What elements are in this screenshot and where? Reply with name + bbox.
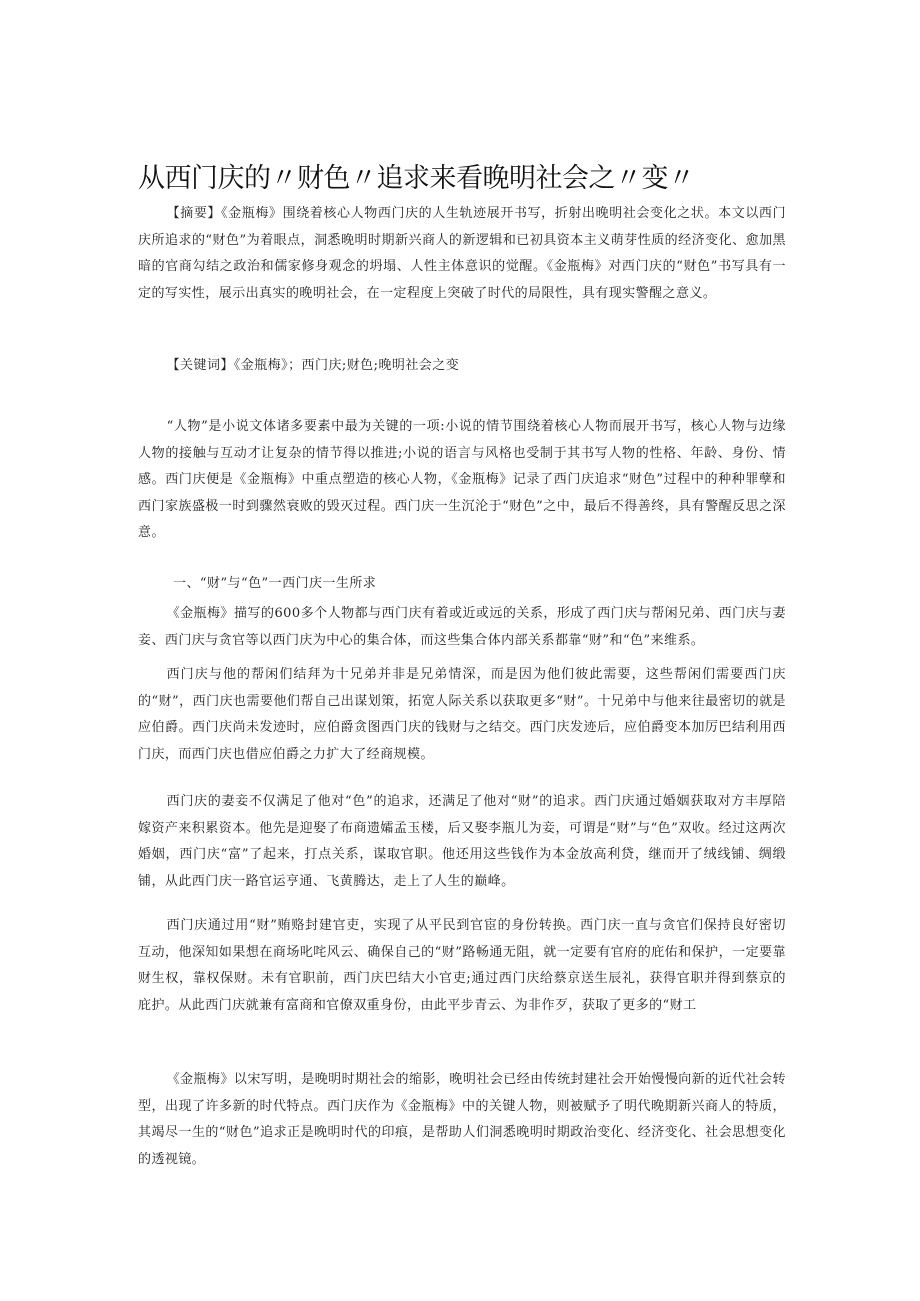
keywords-line: 【关键词】《金瓶梅》；西门庆;财色;晚明社会之变 (166, 358, 460, 373)
article-title: 从西门庆的〃财色〃追求来看晚明社会之〃变〃 (138, 163, 695, 195)
body-paragraph-4: 西门庆通过用“财”贿赂封建官吏，实现了从平民到官宦的身份转换。西门庆一直与贪官们保持良好密切互动，他深知如果想在商场叱咤风云、确保自己的“财”路畅通无阻，就一定要有官府的庇佑和保护，一定要靠财生权，靠权保财。未有官职前，西门庆巴结大小官吏;通过西门庆给蔡京送生辰礼，获得官职并得到蔡京的庇护。从此西门庆就兼有富商和官僚双重身份，由此平步青云、为非作歹，获取了更多的“财工 (138, 918, 786, 1013)
body-paragraph-1: 《金瓶梅》描写的600多个人物都与西门庆有着或近或远的关系，形成了西门庆与帮闲兄弟、西门庆与妻妾、西门庆与贪官等以西门庆为中心的集合体，而这些集合体内部关系都靠“财”和“色”来维系。 (138, 606, 786, 648)
section-heading: 一、“财”与“色”一西门庆一生所求 (173, 576, 377, 591)
body-paragraph-5: 《金瓶梅》以宋写明，是晚明时期社会的缩影，晚明社会已经由传统封建社会开始慢慢向新的近代社会转型，出现了许多新的时代特点。西门庆作为《金瓶梅》中的关键人物，则被赋予了明代晚期新兴商人的特质，其竭尽一生的“财色”追求正是晚明时代的印痕，是帮助人们洞悉晚明时期政治变化、经济变化、社会思想变化的透视镜。 (138, 1072, 786, 1167)
body-paragraph-2: 西门庆与他的帮闲们结拜为十兄弟并非是兄弟情深，而是因为他们彼此需要，这些帮闲们需要西门庆的“财”，西门庆也需要他们帮自己出谋划策，拓宽人际关系以获取更多“财”。十兄弟中与他来往最密切的就是应伯爵。西门庆尚未发迹时，应伯爵贪图西门庆的钱财与之结交。西门庆发迹后，应伯爵变本加厉巴结利用西门庆，而西门庆也借应伯爵之力扩大了经商规模。 (138, 667, 786, 762)
abstract-paragraph: 【摘要】《金瓶梅》围绕着核心人物西门庆的人生轨迹展开书写，折射出晚明社会变化之状。本文以西门庆所追求的“财色”为着眼点，洞悉晚明时期新兴商人的新逻辑和已初具资本主义萌芽性质的经济变化、愈加黑暗的官商勾结之政治和儒家修身观念的坍塌、人性主体意识的觉醒。《金瓶梅》对西门庆的“财色”书写具有一定的写实性，展示出真实的晚明社会，在一定程度上突破了时代的局限性，具有现实警醒之意义。 (138, 206, 786, 301)
body-paragraph-3: 西门庆的妻妾不仅满足了他对“色”的追求，还满足了他对“财”的追求。西门庆通过婚姻获取对方丰厚陪嫁资产来积累资本。他先是迎娶了布商遗孀孟玉楼，后又娶李瓶儿为妾，可谓是“财”与“色”双收。经过这两次婚姻，西门庆“富”了起来，打点关系，谋取官职。他还用这些钱作为本金放高利贷，继而开了绒线铺、绸缎铺，从此西门庆一路官运亨通、飞黄腾达，走上了人生的巅峰。 (138, 794, 786, 889)
intro-paragraph: “人物”是小说文体诸多要素中最为关键的一项:小说的情节围绕着核心人物而展开书写，核心人物与边缘人物的接触与互动才让复杂的情节得以推进;小说的语言与风格也受制于其书写人物的性格、年龄、身份、情感。西门庆便是《金瓶梅》中重点塑造的核心人物，《金瓶梅》记录了西门庆追求“财色”过程中的种种罪孽和西门家族盛极一时到骤然衰败的毁灭过程。西门庆一生沉沦于“财色”之中，最后不得善终，具有警醒反思之深意。 (138, 419, 786, 541)
